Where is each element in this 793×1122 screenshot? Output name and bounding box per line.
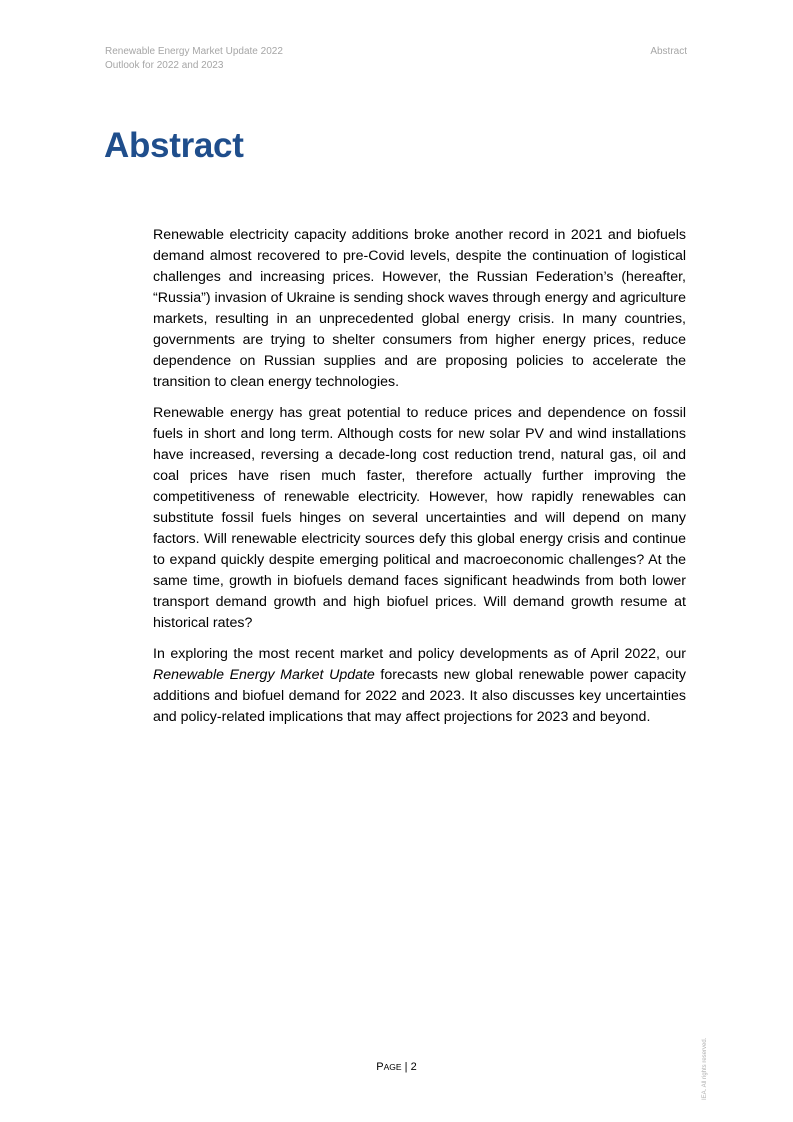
header-section-name: Abstract — [650, 46, 687, 57]
page-label-initial: P — [376, 1061, 384, 1073]
header-report-subtitle: Outlook for 2022 and 2023 — [105, 60, 224, 71]
paragraph-3-after: forecasts new global renewable power capacity additions and biofuel demand for 2022 and 2023. It also discusses key uncertainties and policy-related implications that may affect projections for 2023 and beyond. — [153, 667, 686, 725]
running-header-left — [105, 45, 283, 73]
page-footer — [0, 1061, 793, 1073]
page-separator: | — [401, 1061, 411, 1073]
paragraph-1: Renewable electricity capacity additions broke another record in 2021 and biofuels demand almost recovered to pre-Covid levels, despite the continuation of logistical challenges and increasing prices. However, the Russian Federation’s (hereafter, “Russia”) invasion of Ukraine is sending shock waves through energy and agriculture markets, resulting in an unprecedented global energy crisis. In many countries, governments are trying to shelter consumers from higher energy prices, reduce dependence on Russian supplies and are proposing policies to accelerate the transition to clean energy technologies. — [153, 227, 686, 390]
abstract-body — [153, 225, 686, 738]
paragraph-2: Renewable energy has great potential to reduce prices and dependence on fossil fuels in short and long term. Although costs for new solar PV and wind installations have increased, reversing a decade-long cost reduction trend, natural gas, oil and coal prices have risen much faster, therefore actually further improving the competitiveness of renewable electricity. However, how rapidly renewables can substitute fossil fuels hinges on several uncertainties and will depend on many factors. Will renewable electricity sources defy this global energy crisis and continue to expand quickly despite emerging political and macroeconomic challenges? At the same time, growth in biofuels demand faces significant headwinds from both lower transport demand growth and high biofuel prices. Will demand growth resume at historical rates? — [153, 405, 686, 631]
page-title: Abstract — [104, 126, 244, 165]
header-report-title: Renewable Energy Market Update 2022 — [105, 46, 283, 57]
report-title-italic: Renewable Energy Market Update — [153, 667, 375, 683]
paragraph-3-before: In exploring the most recent market and policy developments as of April 2022, our — [153, 646, 686, 662]
paragraph-3 — [153, 644, 686, 728]
page-number: 2 — [410, 1061, 417, 1073]
page-label-rest: AGE — [383, 1062, 402, 1072]
copyright-notice: IEA. All rights reserved. — [702, 1037, 708, 1100]
